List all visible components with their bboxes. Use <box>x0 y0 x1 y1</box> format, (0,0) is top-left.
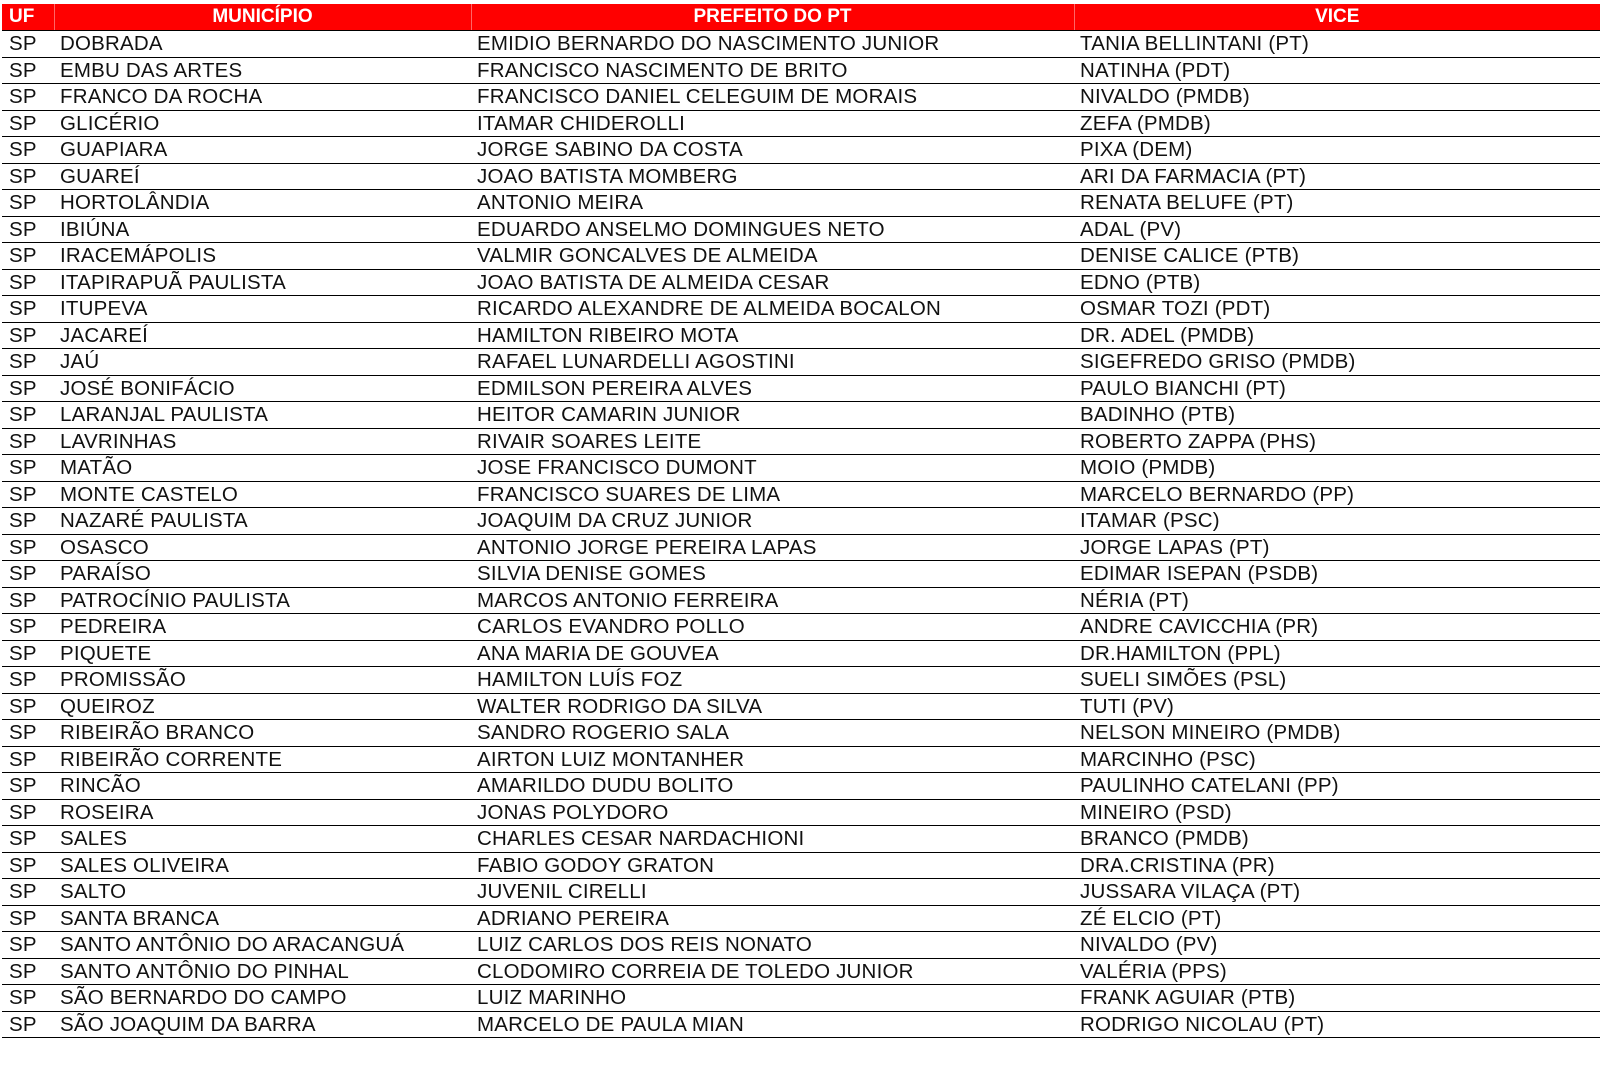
header-prefeito: PREFEITO DO PT <box>471 4 1074 31</box>
vice-cell: OSMAR TOZI (PDT) <box>1074 296 1600 323</box>
uf-cell: SP <box>2 84 54 111</box>
table-row <box>2 1011 1600 1038</box>
uf-cell: SP <box>2 190 54 217</box>
municipio-cell: MATÃO <box>54 455 471 482</box>
table-row <box>2 826 1600 853</box>
table-row <box>2 852 1600 879</box>
prefeito-cell: CARLOS EVANDRO POLLO <box>471 614 1074 641</box>
municipio-cell: RIBEIRÃO BRANCO <box>54 720 471 747</box>
vice-cell: RENATA BELUFE (PT) <box>1074 190 1600 217</box>
table-row <box>2 84 1600 111</box>
municipio-cell: ITAPIRAPUÃ PAULISTA <box>54 269 471 296</box>
table-row <box>2 932 1600 959</box>
vice-cell: MOIO (PMDB) <box>1074 455 1600 482</box>
vice-cell: ROBERTO ZAPPA (PHS) <box>1074 428 1600 455</box>
prefeito-cell: WALTER RODRIGO DA SILVA <box>471 693 1074 720</box>
vice-cell: MARCELO BERNARDO (PP) <box>1074 481 1600 508</box>
prefeito-cell: SANDRO ROGERIO SALA <box>471 720 1074 747</box>
municipio-cell: PATROCÍNIO PAULISTA <box>54 587 471 614</box>
municipio-cell: JACAREÍ <box>54 322 471 349</box>
table-row <box>2 587 1600 614</box>
prefeito-cell: AMARILDO DUDU BOLITO <box>471 773 1074 800</box>
prefeito-cell: FRANCISCO SUARES DE LIMA <box>471 481 1074 508</box>
municipio-cell: OSASCO <box>54 534 471 561</box>
mayors-table <box>2 4 1600 1038</box>
uf-cell: SP <box>2 614 54 641</box>
municipio-cell: PROMISSÃO <box>54 667 471 694</box>
municipio-cell: FRANCO DA ROCHA <box>54 84 471 111</box>
table-row <box>2 614 1600 641</box>
municipio-cell: RINCÃO <box>54 773 471 800</box>
prefeito-cell: EMIDIO BERNARDO DO NASCIMENTO JUNIOR <box>471 31 1074 58</box>
uf-cell: SP <box>2 216 54 243</box>
vice-cell: ZEFA (PMDB) <box>1074 110 1600 137</box>
prefeito-cell: HAMILTON LUÍS FOZ <box>471 667 1074 694</box>
municipio-cell: SÃO BERNARDO DO CAMPO <box>54 985 471 1012</box>
table-row <box>2 190 1600 217</box>
table-row <box>2 216 1600 243</box>
prefeito-cell: MARCOS ANTONIO FERREIRA <box>471 587 1074 614</box>
prefeito-cell: CLODOMIRO CORREIA DE TOLEDO JUNIOR <box>471 958 1074 985</box>
table-row <box>2 879 1600 906</box>
vice-cell: ANDRE CAVICCHIA (PR) <box>1074 614 1600 641</box>
uf-cell: SP <box>2 667 54 694</box>
uf-cell: SP <box>2 269 54 296</box>
uf-cell: SP <box>2 455 54 482</box>
vice-cell: SUELI SIMÕES (PSL) <box>1074 667 1600 694</box>
uf-cell: SP <box>2 110 54 137</box>
prefeito-cell: ANA MARIA DE GOUVEA <box>471 640 1074 667</box>
uf-cell: SP <box>2 296 54 323</box>
municipio-cell: NAZARÉ PAULISTA <box>54 508 471 535</box>
prefeito-cell: FRANCISCO NASCIMENTO DE BRITO <box>471 57 1074 84</box>
vice-cell: ADAL (PV) <box>1074 216 1600 243</box>
prefeito-cell: HEITOR CAMARIN JUNIOR <box>471 402 1074 429</box>
vice-cell: VALÉRIA (PPS) <box>1074 958 1600 985</box>
table-row <box>2 163 1600 190</box>
prefeito-cell: JOAO BATISTA DE ALMEIDA CESAR <box>471 269 1074 296</box>
prefeito-cell: JUVENIL CIRELLI <box>471 879 1074 906</box>
uf-cell: SP <box>2 428 54 455</box>
table-row <box>2 269 1600 296</box>
vice-cell: NIVALDO (PMDB) <box>1074 84 1600 111</box>
vice-cell: TANIA BELLINTANI (PT) <box>1074 31 1600 58</box>
prefeito-cell: RICARDO ALEXANDRE DE ALMEIDA BOCALON <box>471 296 1074 323</box>
table-row <box>2 375 1600 402</box>
table-row <box>2 455 1600 482</box>
municipio-cell: PIQUETE <box>54 640 471 667</box>
header-row <box>2 4 1600 31</box>
uf-cell: SP <box>2 1011 54 1038</box>
uf-cell: SP <box>2 31 54 58</box>
municipio-cell: IBIÚNA <box>54 216 471 243</box>
prefeito-cell: CHARLES CESAR NARDACHIONI <box>471 826 1074 853</box>
uf-cell: SP <box>2 799 54 826</box>
municipio-cell: SALTO <box>54 879 471 906</box>
table-row <box>2 110 1600 137</box>
municipio-cell: HORTOLÂNDIA <box>54 190 471 217</box>
municipio-cell: DOBRADA <box>54 31 471 58</box>
header-uf: UF <box>2 4 54 31</box>
prefeito-cell: RIVAIR SOARES LEITE <box>471 428 1074 455</box>
prefeito-cell: JOAQUIM DA CRUZ JUNIOR <box>471 508 1074 535</box>
municipio-cell: JAÚ <box>54 349 471 376</box>
table-row <box>2 481 1600 508</box>
table-row <box>2 773 1600 800</box>
uf-cell: SP <box>2 640 54 667</box>
municipio-cell: GUAREÍ <box>54 163 471 190</box>
vice-cell: JORGE LAPAS (PT) <box>1074 534 1600 561</box>
uf-cell: SP <box>2 534 54 561</box>
prefeito-cell: RAFAEL LUNARDELLI AGOSTINI <box>471 349 1074 376</box>
uf-cell: SP <box>2 693 54 720</box>
table-row <box>2 534 1600 561</box>
header-municipio: MUNICÍPIO <box>54 4 471 31</box>
vice-cell: DENISE CALICE (PTB) <box>1074 243 1600 270</box>
vice-cell: MINEIRO (PSD) <box>1074 799 1600 826</box>
municipio-cell: PEDREIRA <box>54 614 471 641</box>
vice-cell: EDNO (PTB) <box>1074 269 1600 296</box>
municipio-cell: GLICÉRIO <box>54 110 471 137</box>
table-row <box>2 57 1600 84</box>
uf-cell: SP <box>2 773 54 800</box>
uf-cell: SP <box>2 879 54 906</box>
vice-cell: FRANK AGUIAR (PTB) <box>1074 985 1600 1012</box>
prefeito-cell: AIRTON LUIZ MONTANHER <box>471 746 1074 773</box>
municipio-cell: SÃO JOAQUIM DA BARRA <box>54 1011 471 1038</box>
table-row <box>2 958 1600 985</box>
uf-cell: SP <box>2 826 54 853</box>
table-row <box>2 561 1600 588</box>
prefeito-cell: JOSE FRANCISCO DUMONT <box>471 455 1074 482</box>
uf-cell: SP <box>2 958 54 985</box>
municipio-cell: GUAPIARA <box>54 137 471 164</box>
municipio-cell: EMBU DAS ARTES <box>54 57 471 84</box>
uf-cell: SP <box>2 720 54 747</box>
uf-cell: SP <box>2 905 54 932</box>
table-row <box>2 402 1600 429</box>
vice-cell: NATINHA (PDT) <box>1074 57 1600 84</box>
uf-cell: SP <box>2 746 54 773</box>
vice-cell: PAULINHO CATELANI (PP) <box>1074 773 1600 800</box>
table-row <box>2 985 1600 1012</box>
table-row <box>2 799 1600 826</box>
uf-cell: SP <box>2 57 54 84</box>
prefeito-cell: HAMILTON RIBEIRO MOTA <box>471 322 1074 349</box>
municipio-cell: ROSEIRA <box>54 799 471 826</box>
prefeito-cell: JORGE SABINO DA COSTA <box>471 137 1074 164</box>
table-row <box>2 905 1600 932</box>
uf-cell: SP <box>2 561 54 588</box>
vice-cell: TUTI (PV) <box>1074 693 1600 720</box>
prefeito-cell: JOAO BATISTA MOMBERG <box>471 163 1074 190</box>
municipio-cell: SANTO ANTÔNIO DO ARACANGUÁ <box>54 932 471 959</box>
vice-cell: ITAMAR (PSC) <box>1074 508 1600 535</box>
header-vice: VICE <box>1074 4 1600 31</box>
prefeito-cell: ANTONIO MEIRA <box>471 190 1074 217</box>
uf-cell: SP <box>2 375 54 402</box>
prefeito-cell: FRANCISCO DANIEL CELEGUIM DE MORAIS <box>471 84 1074 111</box>
table-row <box>2 137 1600 164</box>
table-row <box>2 720 1600 747</box>
vice-cell: ZÉ ELCIO (PT) <box>1074 905 1600 932</box>
uf-cell: SP <box>2 322 54 349</box>
vice-cell: MARCINHO (PSC) <box>1074 746 1600 773</box>
municipio-cell: SANTA BRANCA <box>54 905 471 932</box>
table-row <box>2 322 1600 349</box>
vice-cell: RODRIGO NICOLAU (PT) <box>1074 1011 1600 1038</box>
table-row <box>2 693 1600 720</box>
vice-cell: DRA.CRISTINA (PR) <box>1074 852 1600 879</box>
prefeito-cell: EDUARDO ANSELMO DOMINGUES NETO <box>471 216 1074 243</box>
vice-cell: NELSON MINEIRO (PMDB) <box>1074 720 1600 747</box>
vice-cell: SIGEFREDO GRISO (PMDB) <box>1074 349 1600 376</box>
table-row <box>2 243 1600 270</box>
vice-cell: EDIMAR ISEPAN (PSDB) <box>1074 561 1600 588</box>
vice-cell: BADINHO (PTB) <box>1074 402 1600 429</box>
prefeito-cell: ANTONIO JORGE PEREIRA LAPAS <box>471 534 1074 561</box>
municipio-cell: SALES OLIVEIRA <box>54 852 471 879</box>
table-row <box>2 296 1600 323</box>
prefeito-cell: EDMILSON PEREIRA ALVES <box>471 375 1074 402</box>
municipio-cell: QUEIROZ <box>54 693 471 720</box>
uf-cell: SP <box>2 852 54 879</box>
uf-cell: SP <box>2 932 54 959</box>
municipio-cell: RIBEIRÃO CORRENTE <box>54 746 471 773</box>
prefeito-cell: LUIZ CARLOS DOS REIS NONATO <box>471 932 1074 959</box>
municipio-cell: ITUPEVA <box>54 296 471 323</box>
table-row <box>2 746 1600 773</box>
uf-cell: SP <box>2 137 54 164</box>
uf-cell: SP <box>2 349 54 376</box>
table-row <box>2 640 1600 667</box>
municipio-cell: SANTO ANTÔNIO DO PINHAL <box>54 958 471 985</box>
vice-cell: BRANCO (PMDB) <box>1074 826 1600 853</box>
prefeito-cell: JONAS POLYDORO <box>471 799 1074 826</box>
prefeito-cell: ITAMAR CHIDEROLLI <box>471 110 1074 137</box>
vice-cell: ARI DA FARMACIA (PT) <box>1074 163 1600 190</box>
municipio-cell: MONTE CASTELO <box>54 481 471 508</box>
vice-cell: DR.HAMILTON (PPL) <box>1074 640 1600 667</box>
uf-cell: SP <box>2 587 54 614</box>
vice-cell: JUSSARA VILAÇA (PT) <box>1074 879 1600 906</box>
municipio-cell: JOSÉ BONIFÁCIO <box>54 375 471 402</box>
vice-cell: PIXA (DEM) <box>1074 137 1600 164</box>
uf-cell: SP <box>2 402 54 429</box>
municipio-cell: LAVRINHAS <box>54 428 471 455</box>
prefeito-cell: MARCELO DE PAULA MIAN <box>471 1011 1074 1038</box>
vice-cell: NÉRIA (PT) <box>1074 587 1600 614</box>
vice-cell: NIVALDO (PV) <box>1074 932 1600 959</box>
uf-cell: SP <box>2 481 54 508</box>
uf-cell: SP <box>2 508 54 535</box>
table-row <box>2 31 1600 58</box>
prefeito-cell: FABIO GODOY GRATON <box>471 852 1074 879</box>
table-row <box>2 428 1600 455</box>
municipio-cell: PARAÍSO <box>54 561 471 588</box>
municipio-cell: LARANJAL PAULISTA <box>54 402 471 429</box>
table-row <box>2 349 1600 376</box>
vice-cell: DR. ADEL (PMDB) <box>1074 322 1600 349</box>
uf-cell: SP <box>2 985 54 1012</box>
municipio-cell: IRACEMÁPOLIS <box>54 243 471 270</box>
prefeito-cell: ADRIANO PEREIRA <box>471 905 1074 932</box>
vice-cell: PAULO BIANCHI (PT) <box>1074 375 1600 402</box>
table-row <box>2 667 1600 694</box>
uf-cell: SP <box>2 243 54 270</box>
uf-cell: SP <box>2 163 54 190</box>
municipio-cell: SALES <box>54 826 471 853</box>
prefeito-cell: LUIZ MARINHO <box>471 985 1074 1012</box>
table-row <box>2 508 1600 535</box>
prefeito-cell: SILVIA DENISE GOMES <box>471 561 1074 588</box>
prefeito-cell: VALMIR GONCALVES DE ALMEIDA <box>471 243 1074 270</box>
